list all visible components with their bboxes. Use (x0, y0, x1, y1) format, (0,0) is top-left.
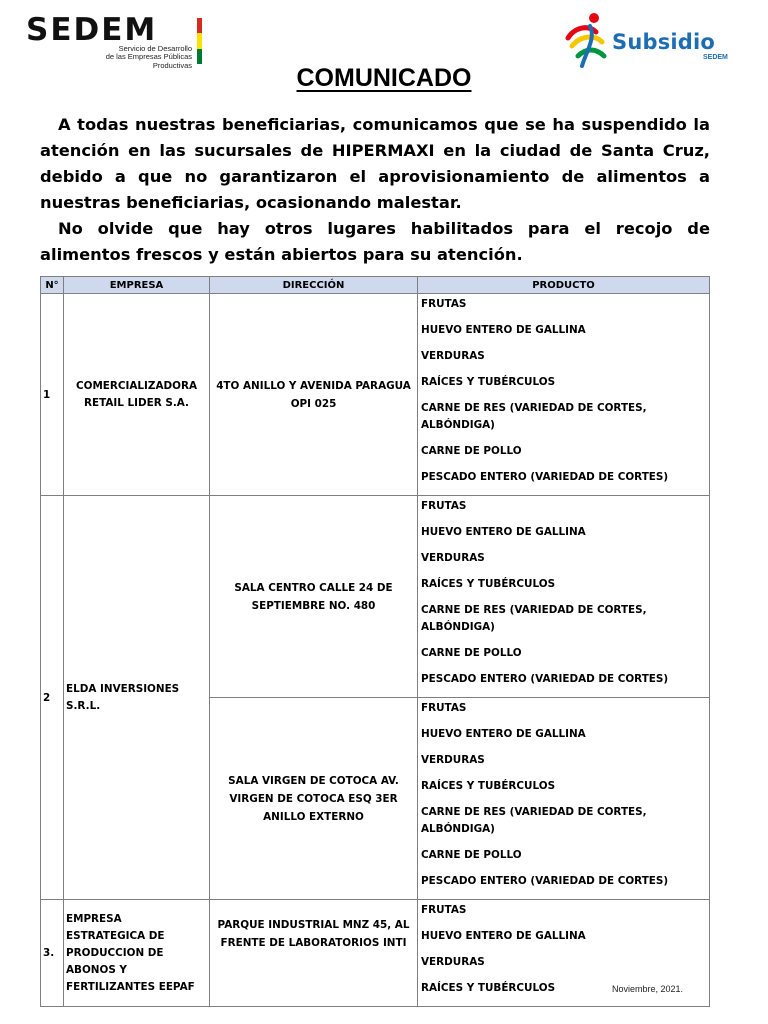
list-item: FRUTAS (421, 500, 467, 512)
flag-stripe-red (197, 18, 202, 33)
sedem-tagline-line: Productivas (152, 60, 192, 70)
subsidio-sub: SEDEM (703, 54, 728, 61)
list-item: RAÍCES Y TUBÉRCULOS (421, 780, 556, 792)
list-item: CARNE DE RES (VARIEDAD DE CORTES, ALBÓNDIGA) (421, 806, 647, 835)
page-title: COMUNICADO (296, 64, 472, 92)
product-list (418, 698, 710, 900)
list-item: VERDURAS (421, 350, 485, 362)
column-header-product: PRODUCTO (418, 277, 710, 294)
sedem-tagline-line: Servicio de Desarrollo (118, 44, 192, 53)
column-header-company: EMPRESA (64, 277, 210, 294)
address: SALA VIRGEN DE COTOCA AV. VIRGEN DE COTOCA ESQ 3ER ANILLO EXTERNO (210, 698, 418, 900)
company-name: COMERCIALIZADORA RETAIL LIDER S.A. (64, 294, 210, 496)
table-row (41, 900, 710, 1007)
list-item: CARNE DE RES (VARIEDAD DE CORTES, ALBÓNDIGA) (421, 604, 647, 633)
sedem-tagline-line: de las Empresas Públicas (105, 52, 192, 62)
table-header-row (41, 277, 710, 294)
sedem-wordmark: SEDEM (26, 12, 158, 48)
company-name: EMPRESA ESTRATEGICA DE PRODUCCION DE ABONOS Y FERTILIZANTES EEPAF (64, 900, 210, 1007)
subsidio-figure-icon (560, 8, 620, 72)
list-item: RAÍCES Y TUBÉRCULOS (421, 376, 556, 388)
row-number: 1 (41, 294, 64, 496)
list-item: FRUTAS (421, 702, 467, 714)
column-header-num: N° (41, 277, 64, 294)
list-item: CARNE DE RES (VARIEDAD DE CORTES, ALBÓNDIGA) (421, 402, 647, 431)
locations-table (40, 276, 710, 1007)
bolivia-flag-icon (197, 18, 202, 64)
product-list (418, 294, 710, 496)
flag-stripe-yellow (197, 33, 202, 48)
sedem-logo (26, 12, 206, 70)
list-item: CARNE DE POLLO (421, 445, 522, 457)
list-item: PESCADO ENTERO (VARIEDAD DE CORTES) (421, 875, 669, 887)
list-item: VERDURAS (421, 956, 485, 968)
address: SALA CENTRO CALLE 24 DE SEPTIEMBRE NO. 480 (210, 496, 418, 698)
product-list (418, 496, 710, 698)
intro-paragraph: A todas nuestras beneficiarias, comunicamos que se ha suspendido la atención en las sucursales de HIPERMAXI en la ciudad de Santa Cruz, debido a que no garantizaron el aprovisionamiento de alimentos a nuestras beneficiarias, ocasionando malestar. (40, 115, 710, 212)
intro-text (40, 112, 710, 268)
column-header-address: DIRECCIÓN (210, 277, 418, 294)
company-name: ELDA INVERSIONES S.R.L. (64, 496, 210, 900)
list-item: HUEVO ENTERO DE GALLINA (421, 324, 586, 336)
address: PARQUE INDUSTRIAL MNZ 45, AL FRENTE DE LABORATORIOS INTI (210, 900, 418, 1007)
list-item: CARNE DE POLLO (421, 849, 522, 861)
flag-stripe-green (197, 49, 202, 64)
footer-date: Noviembre, 2021. (612, 984, 684, 994)
list-item: RAÍCES Y TUBÉRCULOS (421, 578, 556, 590)
subsidio-logo (560, 8, 740, 72)
list-item: PESCADO ENTERO (VARIEDAD DE CORTES) (421, 673, 669, 685)
list-item: PESCADO ENTERO (VARIEDAD DE CORTES) (421, 471, 669, 483)
list-item: CARNE DE POLLO (421, 647, 522, 659)
list-item: HUEVO ENTERO DE GALLINA (421, 930, 586, 942)
list-item: HUEVO ENTERO DE GALLINA (421, 728, 586, 740)
list-item: FRUTAS (421, 298, 467, 310)
table-row (41, 496, 710, 698)
list-item: HUEVO ENTERO DE GALLINA (421, 526, 586, 538)
list-item: VERDURAS (421, 754, 485, 766)
table-row (41, 294, 710, 496)
list-item: FRUTAS (421, 904, 467, 916)
list-item: RAÍCES Y TUBÉRCULOS (421, 982, 556, 994)
list-item: VERDURAS (421, 552, 485, 564)
address: 4TO ANILLO Y AVENIDA PARAGUA OPI 025 (210, 294, 418, 496)
row-number: 3. (41, 900, 64, 1007)
intro-paragraph: No olvide que hay otros lugares habilitados para el recojo de alimentos frescos y están abiertos para su atención. (40, 219, 710, 264)
subsidio-wordmark: Subsidio (612, 30, 716, 54)
row-number: 2 (41, 496, 64, 900)
